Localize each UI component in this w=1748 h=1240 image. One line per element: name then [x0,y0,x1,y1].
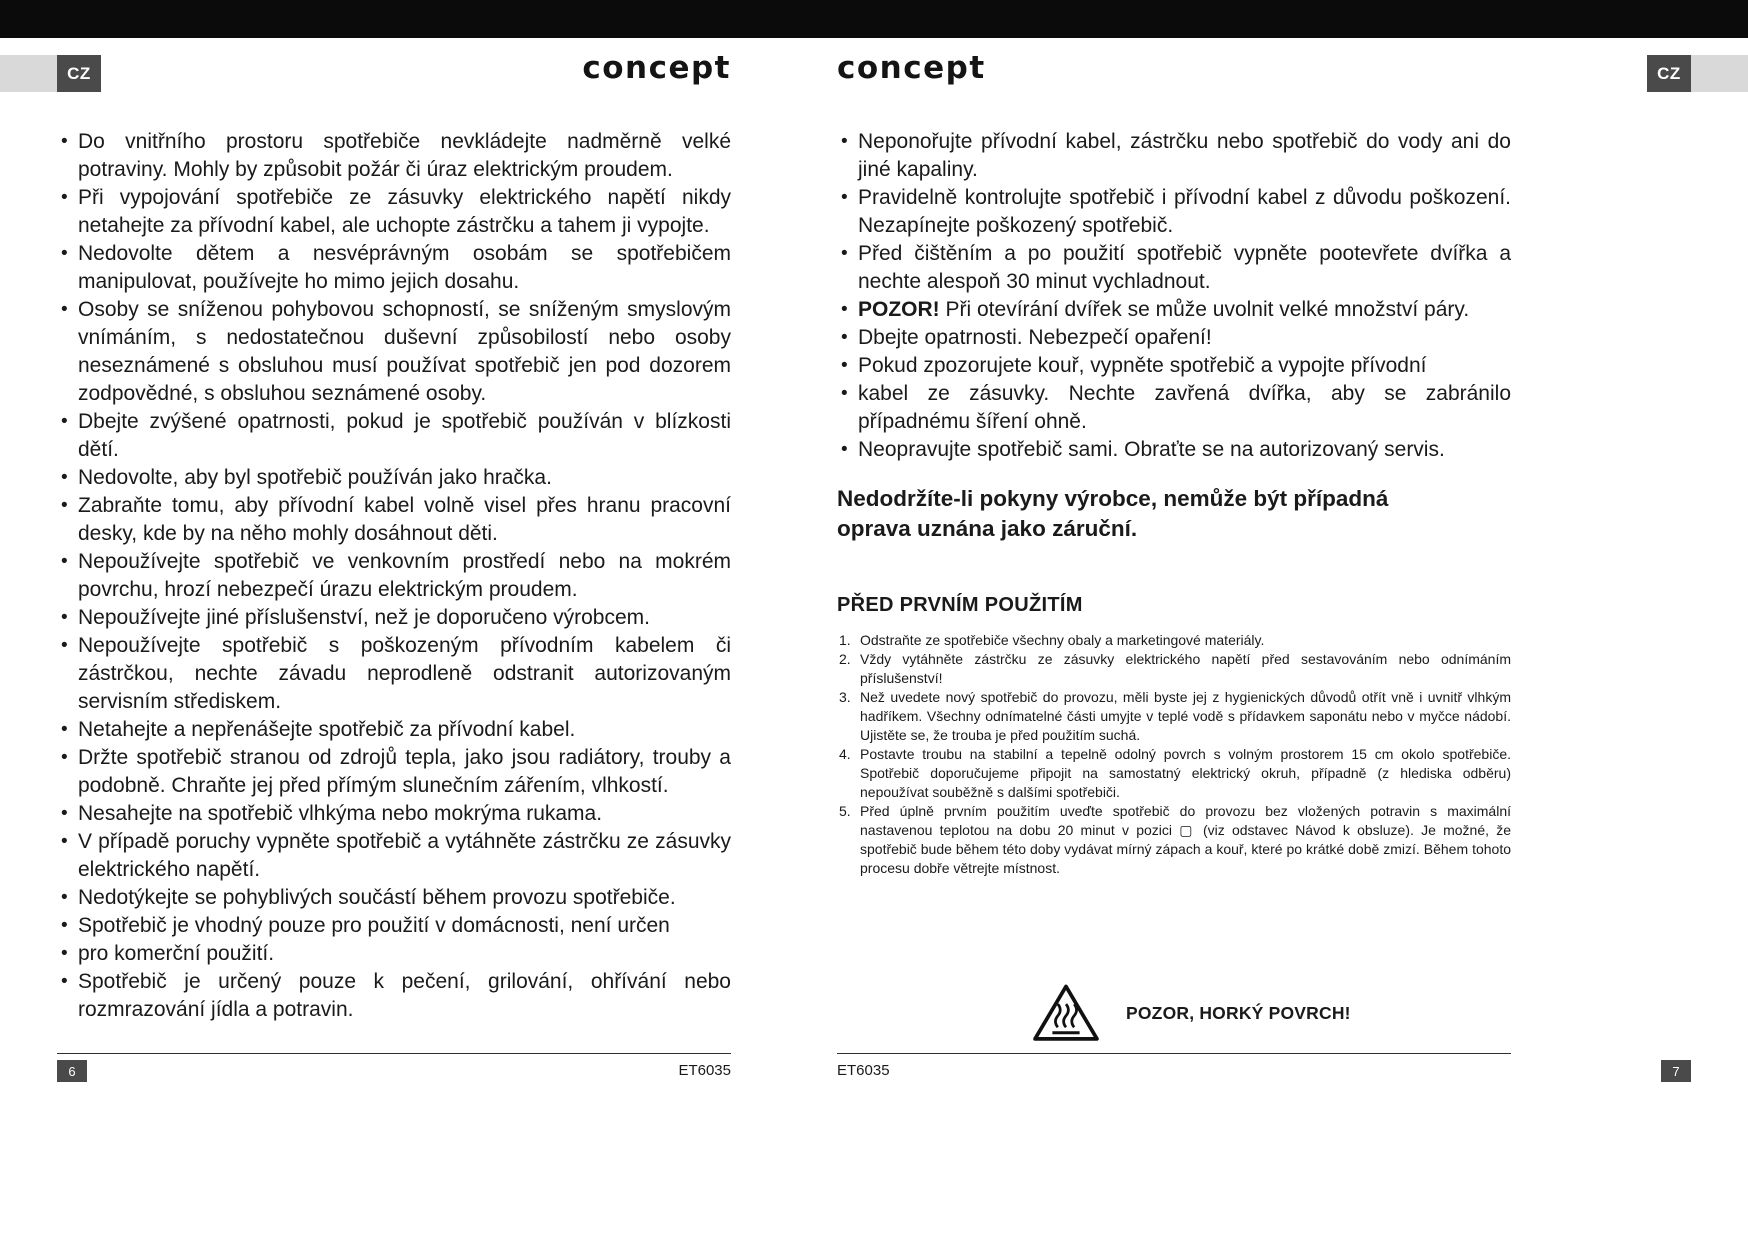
brand-logo-right: concept [837,50,986,86]
left-page-content [57,128,731,1024]
section-heading-first-use: PŘED PRVNÍM POUŽITÍM [837,594,1083,616]
safety-bullet [57,184,731,240]
step-text: Postavte troubu na stabilní a tepelně odolný povrch s volným prostorem 15 cm okolo spotřebiče. Spotřebič doporučujeme připojit na samostatný elektrický okruh, případně (z hlediska odběru) nepoužívat souběžně s dalšími spotřebiči. [860,746,1511,800]
hot-surface-icon [1032,983,1100,1043]
bullet-text: Nedovolte dětem a nesvéprávným osobám se spotřebičem manipulovat, používejte ho mimo jejich dosahu. [78,242,731,293]
top-bar [0,0,1748,38]
lang-strip-right [1691,55,1748,92]
bullet-text: Zabraňte tomu, aby přívodní kabel volně visel přes hranu pracovní desky, kde by na něho mohly dosáhnout děti. [78,494,731,545]
step-item [837,802,1511,878]
step-text: Odstraňte ze spotřebiče všechny obaly a marketingové materiály. [860,632,1265,648]
step-text: Než uvedete nový spotřebič do provozu, měli byste jej z hygienických důvodů otřít vně i uvnitř vlhkým hadříkem. Všechny odnímatelné části umyjte v teplé vodě s přídavkem saponátu nebo v myčce nádobí. Ujistěte se, že trouba je před použitím suchá. [860,689,1511,743]
brand-logo-left: concept [582,50,731,86]
safety-bullet [57,940,731,968]
safety-bullet [837,296,1511,324]
bullet-text: Před čištěním a po použití spotřebič vypněte pootevřete dvířka a nechte alespoň 30 minut vychladnout. [858,242,1511,293]
page-number-left: 6 [57,1060,87,1082]
safety-bullet [57,716,731,744]
step-item [837,631,1511,650]
bullet-text: Osoby se sníženou pohybovou schopností, se sníženým smyslovým vnímáním, s nedostatečnou duševní způsobilostí nebo osoby neseznámené s obsluhou musí používat spotřebič jen pod dozorem zodpovědné, s obsluhou seznámené osoby. [78,298,731,405]
first-use-steps [837,631,1511,878]
step-item [837,688,1511,745]
bullet-text: Nepoužívejte spotřebič ve venkovním prostředí nebo na mokrém povrchu, hrozí nebezpečí úrazu elektrickým proudem. [78,550,731,601]
step-text: Před úplně prvním použitím uveďte spotřebič do provozu bez vložených potravin s maximální nastavenou teplotou na dobu 20 minut v pozici ▢ (viz odstavec Návod k obsluze). Je možné, že spotřebič bude během této doby vydávat mírný zápach a kouř, které po krátké době zmizí. Během tohoto procesu dobře větrejte místnost. [860,803,1511,876]
safety-bullet [57,240,731,296]
model-code-right: ET6035 [837,1062,890,1079]
bullet-text: Pokud zpozorujete kouř, vypněte spotřebič a vypojte přívodní [858,354,1427,377]
bullet-text: Neponořujte přívodní kabel, zástrčku nebo spotřebič do vody ani do jiné kapaliny. [858,130,1511,181]
bullet-text: Spotřebič je určený pouze k pečení, grilování, ohřívání nebo rozmrazování jídla a potravin. [78,970,731,1021]
bullet-text: Dbejte zvýšené opatrnosti, pokud je spotřebič používán v blízkosti dětí. [78,410,731,461]
safety-bullet [57,548,731,604]
model-code-left: ET6035 [678,1062,731,1079]
footer-rule-right [837,1053,1511,1054]
safety-bullet [57,408,731,464]
safety-bullet [837,128,1511,184]
bullet-text: Neopravujte spotřebič sami. Obraťte se na autorizovaný servis. [858,438,1445,461]
safety-bullet [57,128,731,184]
safety-bullet [57,296,731,408]
page-number-right: 7 [1661,1060,1691,1082]
hot-surface-warning-label: POZOR, HORKÝ POVRCH! [1126,1002,1351,1023]
bullet-text: V případě poruchy vypněte spotřebič a vytáhněte zástrčku ze zásuvky elektrického napětí. [78,830,731,881]
bullet-text: Pravidelně kontrolujte spotřebič i přívodní kabel z důvodu poškození. Nezapínejte poškozený spotřebič. [858,186,1511,237]
lang-badge-right: CZ [1647,55,1691,92]
bullet-text: Při vypojování spotřebiče ze zásuvky elektrického napětí nikdy netahejte za přívodní kabel, ale uchopte zástrčku a tahem ji vypojte. [78,186,731,237]
bullet-text: Nesahejte na spotřebič vlhkýma nebo mokrýma rukama. [78,802,603,825]
safety-list-right [837,128,1511,464]
bullet-text: Držte spotřebič stranou od zdrojů tepla, jako jsou radiátory, trouby a podobně. Chraňte jej před přímým slunečním zářením, vlhkostí. [78,746,731,797]
safety-bullet [57,604,731,632]
safety-bullet [837,380,1511,436]
lang-badge-left: CZ [57,55,101,92]
safety-bullet [837,436,1511,464]
safety-bullet [837,240,1511,296]
bullet-text: Dbejte opatrnosti. Nebezpečí opaření! [858,326,1212,349]
safety-bullet [57,632,731,716]
safety-bullet [57,884,731,912]
warranty-note: Nedodržíte-li pokyny výrobce, nemůže být případná oprava uznána jako záruční. [837,486,1389,541]
bullet-bold-text: POZOR! [858,298,940,321]
safety-bullet [837,352,1511,380]
safety-bullet [57,464,731,492]
safety-bullet [57,492,731,548]
bullet-text: Při otevírání dvířek se může uvolnit velké množství páry. [939,298,1470,321]
bullet-text: Spotřebič je vhodný pouze pro použití v domácnosti, není určen [78,914,670,937]
bullet-text: Nedovolte, aby byl spotřebič používán jako hračka. [78,466,552,489]
bullet-text: Do vnitřního prostoru spotřebiče nevkládejte nadměrně velké potraviny. Mohly by způsobit požár či úraz elektrickým proudem. [78,130,731,181]
safety-bullet [837,324,1511,352]
bullet-text: Nedotýkejte se pohyblivých součástí během provozu spotřebiče. [78,886,676,909]
safety-bullet [57,912,731,940]
bullet-text: Nepoužívejte jiné příslušenství, než je doporučeno výrobcem. [78,606,650,629]
step-text: Vždy vytáhněte zástrčku ze zásuvky elektrického napětí před sestavováním nebo odnímáním příslušenství! [860,651,1511,686]
bullet-text: pro komerční použití. [78,942,275,965]
hot-surface-warning [1032,983,1511,1043]
safety-list-left [57,128,731,1024]
safety-bullet [57,800,731,828]
safety-bullet [57,744,731,800]
safety-bullet [57,828,731,884]
lang-strip-left [0,55,57,92]
safety-bullet [837,184,1511,240]
step-item [837,650,1511,688]
bullet-text: Netahejte a nepřenášejte spotřebič za přívodní kabel. [78,718,576,741]
safety-bullet [57,968,731,1024]
footer-rule-left [57,1053,731,1054]
step-item [837,745,1511,802]
right-page-content [837,128,1511,1043]
bullet-text: kabel ze zásuvky. Nechte zavřená dvířka, aby se zabránilo případnému šíření ohně. [858,382,1511,433]
bullet-text: Nepoužívejte spotřebič s poškozeným přívodním kabelem či zástrčkou, nechte závadu neprodleně odstranit autorizovaným servisním střediskem. [78,634,731,713]
